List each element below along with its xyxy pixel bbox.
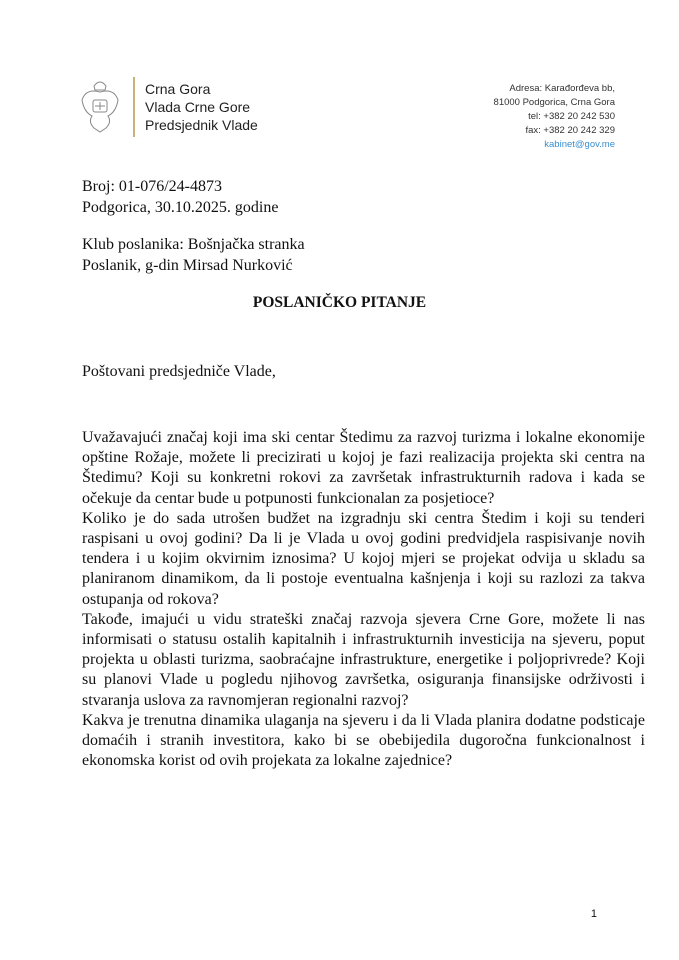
- paragraph: Takođe, imajući u vidu strateški značaj razvoja sjevera Crne Gore, možete li nas informisati o statusu ostalih kapitalnih i infrastrukturnih investicija na sjeveru, poput projekta u oblasti turizma, saobraćajne infrastrukture, energetike i poljoprivrede? Koji su planovi Vlade u pogledu njihovog završetka, osiguranja finansijske održivosti i stvaranja uslova za ravnomjeran regionalni razvoj?: [82, 610, 645, 709]
- org-country: Crna Gora: [145, 81, 211, 97]
- document-title: POSLANIČKO PITANJE: [252, 294, 427, 311]
- address-fax: fax: +382 20 242 329: [525, 125, 615, 136]
- address-block: [494, 82, 615, 152]
- organization-block: [145, 80, 258, 134]
- reference-block: [82, 176, 278, 218]
- page-number: 1: [590, 908, 597, 920]
- address-city: 81000 Podgorica, Crna Gora: [493, 97, 615, 108]
- email-link[interactable]: kabinet@gov.me: [544, 139, 615, 150]
- address-street: Adresa: Karađorđeva bb,: [509, 83, 615, 94]
- org-government: Vlada Crne Gore: [145, 99, 251, 115]
- document-body: [82, 428, 645, 771]
- header-divider: [133, 77, 135, 137]
- paragraph: Koliko je do sada utrošen budžet na izgradnju ski centra Štedim i koji su tenderi raspisani u ovoj godini? Da li je Vlada u ovoj godini predvidjela raspisivanje novih tendera i u kojim okvirnim iznosima? U kojoj mjeri se projekat odvija u skladu sa planiranom dinamikom, da li postoje eventualna kašnjenja i koji su razlozi za takva ostupanja od rokova?: [82, 509, 645, 608]
- salutation: Poštovani predsjedniče Vlade,: [82, 363, 276, 380]
- paragraph: Uvažavajući značaj koji ima ski centar Štedimu za razvoj turizma i lokalne ekonomije opštine Rožaje, možete li precizirati u kojoj je fazi realizacija projekta ski centra na Štedimu? Koji su konkretni rokovi za završetak infrastrukturnih radova i kada se očekuje da centar bude u potpunosti funkcionalan za posjetioce?: [82, 429, 645, 507]
- mp-name: Poslanik, g-din Mirsad Nurković: [82, 257, 293, 274]
- place-date: Podgorica, 30.10.2025. godine: [82, 199, 279, 216]
- org-office: Predsjednik Vlade: [145, 117, 258, 133]
- address-tel: tel: +382 20 242 530: [528, 111, 615, 122]
- recipient-block: [82, 234, 305, 276]
- paragraph: Kakva je trenutna dinamika ulaganja na sjeveru i da li Vlada planira dodatne podsticaje domaćih i stranih investitora, kako bi se obebijedila dugoročna funkcionalnost i ekonomska korist od ovih projekata za lokalne zajednice?: [82, 711, 645, 770]
- coat-of-arms-logo: [80, 78, 120, 134]
- document-number: Broj: 01-076/24-4873: [82, 178, 222, 195]
- club-name: Klub poslanika: Bošnjačka stranka: [82, 236, 305, 253]
